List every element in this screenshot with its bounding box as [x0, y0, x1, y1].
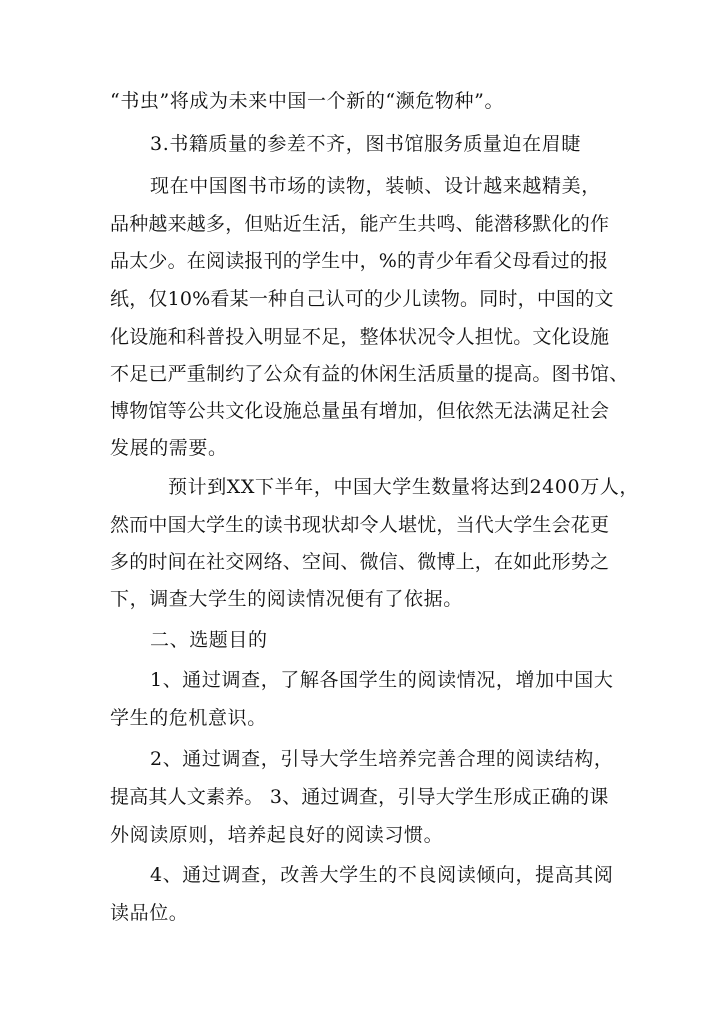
- text-line-14: 下，调查大学生的阅读情况便有了依据。: [110, 588, 463, 610]
- text-line-6: 纸，仅10%看某一种自己认可的少儿读物。同时，中国的文: [110, 288, 614, 310]
- text-line-12: 然而中国大学生的读书现状却令人堪忧，当代大学生会花更: [110, 514, 610, 536]
- text-line-10: 发展的需要。: [110, 437, 228, 459]
- text-line-11: 预计到XX下半年，中国大学生数量将达到2400万人，: [168, 476, 640, 498]
- text-line-4: 品种越来越多，但贴近生活，能产生共鸣、能潜移默化的作: [110, 213, 610, 235]
- text-line-20: 外阅读原则，培养起良好的阅读习惯。: [110, 824, 444, 846]
- text-line-22: 读品位。: [110, 902, 189, 924]
- text-line-3: 现在中国图书市场的读物，装帧、设计越来越精美，: [150, 175, 601, 197]
- text-line-19: 提高其人文素养。 3、通过调查，引导大学生形成正确的课: [110, 786, 609, 808]
- text-line-7: 化设施和科普投入明显不足，整体状况令人担忧。文化设施: [110, 326, 610, 348]
- text-line-17: 学生的危机意识。: [110, 707, 267, 729]
- text-line-1: “书虫”将成为未来中国一个新的“濒危物种”。: [110, 90, 505, 112]
- text-line-18: 2、通过调查，引导大学生培养完善合理的阅读结构，: [150, 748, 614, 770]
- text-line-8: 不足已严重制约了公众有益的休闲生活质量的提高。图书馆、: [110, 363, 629, 385]
- section-heading: 二、选题目的: [150, 629, 268, 651]
- text-line-9: 博物馆等公共文化设施总量虽有增加，但依然无法满足社会: [110, 400, 610, 422]
- text-line-21: 4、通过调查，改善大学生的不良阅读倾向，提高其阅: [150, 864, 614, 886]
- text-line-5: 品太少。在阅读报刊的学生中，%的青少年看父母看过的报: [110, 250, 609, 272]
- text-line-2: 3.书籍质量的参差不齐，图书馆服务质量迫在眉睫: [150, 133, 581, 155]
- text-line-16: 1、通过调查，了解各国学生的阅读情况，增加中国大: [150, 669, 614, 691]
- text-line-13: 多的时间在社交网络、空间、微信、微博上，在如此形势之: [110, 551, 610, 573]
